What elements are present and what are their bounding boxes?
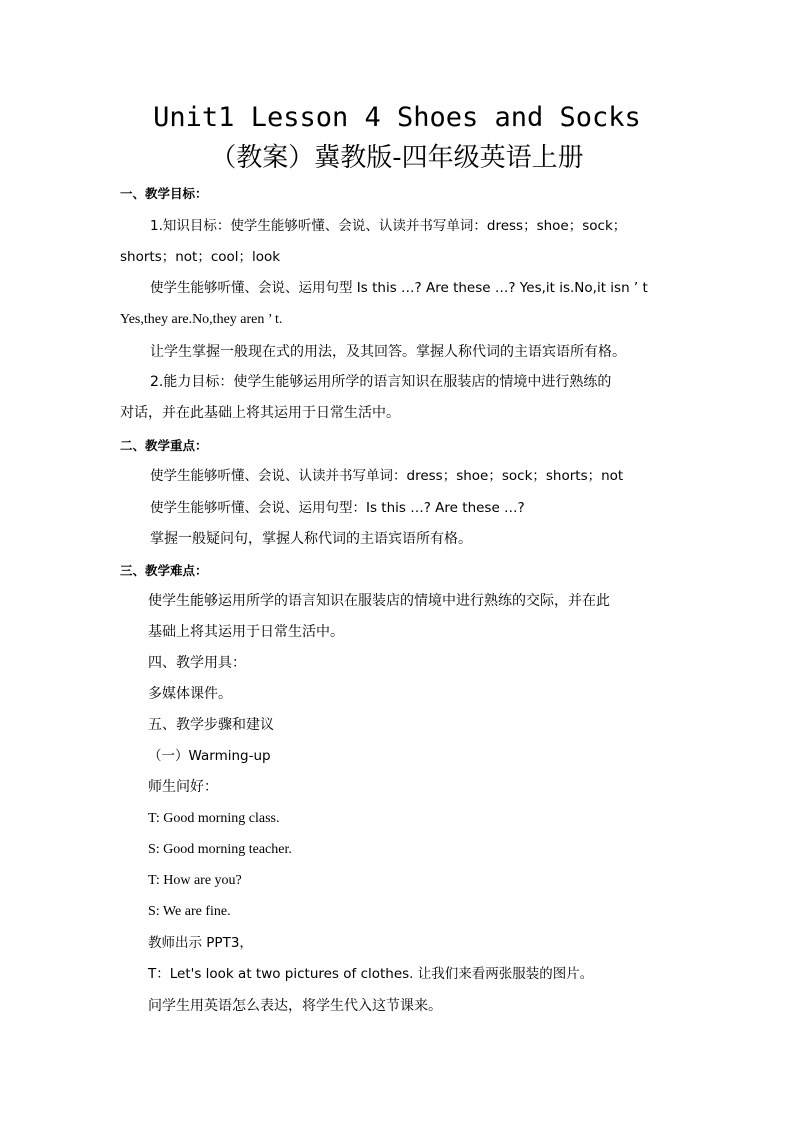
s1-p1-line2: shorts；not；cool；look — [120, 249, 281, 265]
s5-line4: T: How are you? — [148, 873, 242, 888]
section-1-heading: 一、教学目标： — [120, 186, 208, 201]
s5-line2: T: Good morning class. — [148, 811, 280, 826]
section-5-heading: 五、教学步骤和建议 — [148, 717, 274, 733]
s3-line1: 使学生能够运用所学的语言知识在服装店的情境中进行熟练的交际，并在此 — [148, 593, 610, 609]
s3-line2: 基础上将其运用于日常生活中。 — [148, 624, 344, 640]
s1-p3: 让学生掌握一般现在式的用法，及其回答。掌握人称代词的主语宾语所有格。 — [150, 344, 626, 360]
s1-p2-line1: 使学生能够听懂、会说、运用句型 Is this …? Are these …? Yes,it is.No,it isn ’ t — [150, 280, 648, 296]
section-3-heading: 三、教学难点： — [120, 563, 208, 578]
s4-line1: 多媒体课件。 — [148, 686, 232, 702]
s2-line1: 使学生能够听懂、会说、认读并书写单词：dress；shoe；sock；shorts；not — [150, 468, 624, 484]
s5-line8: 问学生用英语怎么表达，将学生代入这节课来。 — [148, 998, 442, 1014]
s5-line7: T：Let's look at two pictures of clothes. 让我们来看两张服装的图片。 — [148, 966, 594, 982]
s5-line1: 师生问好： — [148, 779, 218, 795]
s5-line6: 教师出示 PPT3， — [148, 935, 253, 951]
s5-subheading: （一）Warming-up — [148, 748, 271, 764]
s1-p4-line2: 对话，并在此基础上将其运用于日常生活中。 — [120, 405, 400, 421]
s1-p4-line1: 2.能力目标：使学生能够运用所学的语言知识在服装店的情境中进行熟练的 — [150, 374, 612, 390]
s5-line5: S: We are fine. — [148, 904, 231, 919]
title-line-2: （教案）冀教版-四年级英语上册 — [210, 143, 584, 173]
s5-line3: S: Good morning teacher. — [148, 842, 292, 857]
s1-p1-line1: 1.知识目标：使学生能够听懂、会说、认读并书写单词：dress；shoe；sock； — [150, 218, 627, 234]
section-4-heading: 四、教学用具： — [148, 655, 246, 671]
s2-line2: 使学生能够听懂、会说、运用句型：Is this …? Are these …? — [150, 500, 525, 516]
s1-p2-line2: Yes,they are.No,they aren ’ t. — [120, 312, 283, 327]
title-line-1: Unit1 Lesson 4 Shoes and Socks — [153, 102, 641, 133]
s2-line3: 掌握一般疑问句，掌握人称代词的主语宾语所有格。 — [150, 531, 472, 547]
section-2-heading: 二、教学重点： — [120, 438, 208, 453]
